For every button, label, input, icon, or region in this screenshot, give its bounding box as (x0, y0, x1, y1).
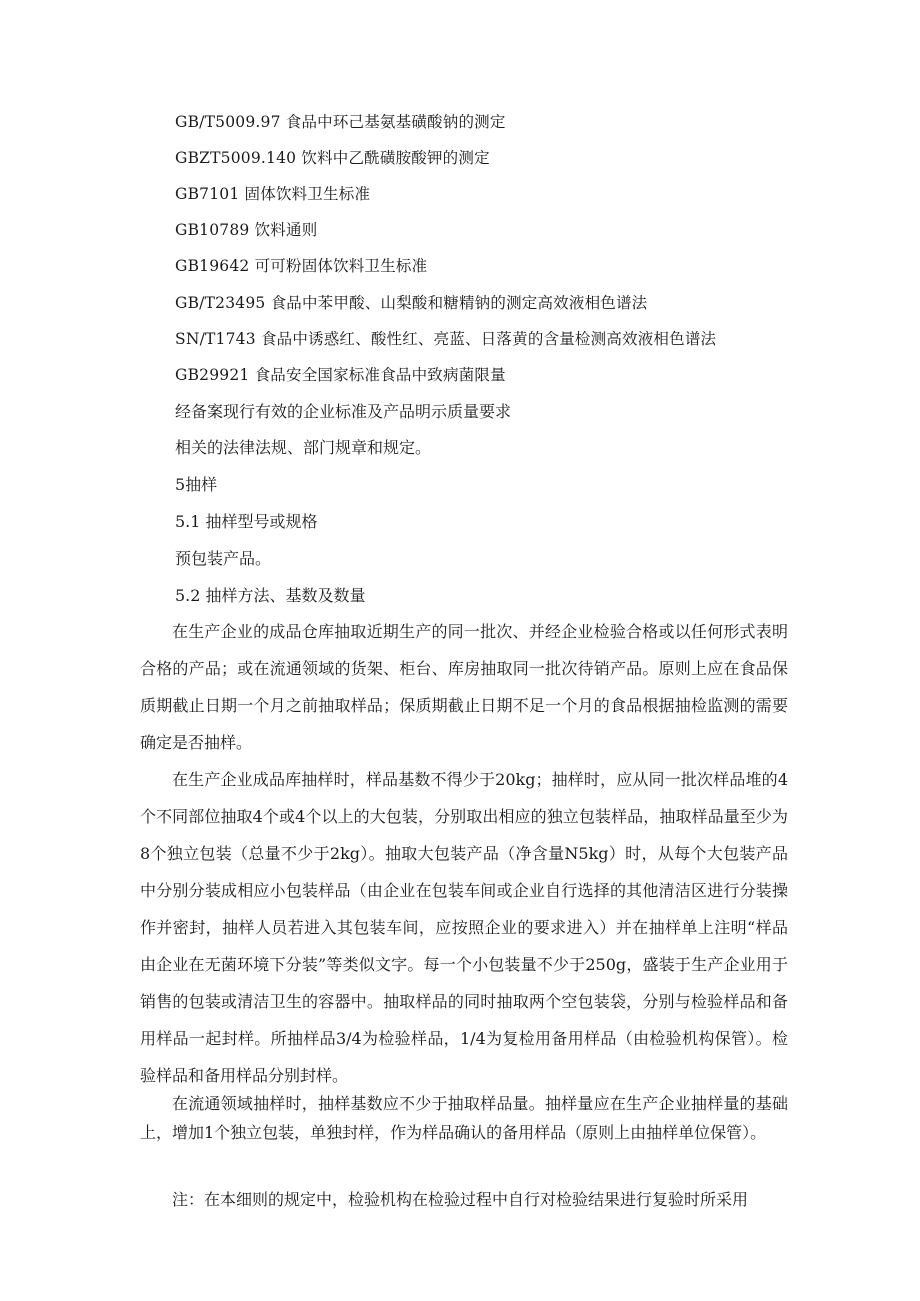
reference-line: 相关的法律法规、部门规章和规定。 (175, 438, 432, 457)
reference-line: SN/T1743 食品中诱惑红、酸性红、亮蓝、日落黄的含量检测高效液相色谱法 (175, 330, 717, 348)
body-paragraph: 在生产企业的成品仓库抽取近期生产的同一批次、并经企业检验合格或以任何形式表明合格的产品；或在流通领域的货架、柜台、库房抽取同一批次待销产品。原则上应在食品保质期截止日期一个月之前抽取样品；保质期截止日期不足一个月的食品根据抽检监测的需要确定是否抽样。 (140, 622, 788, 752)
reference-line: 经备案现行有效的企业标准及产品明示质量要求 (175, 402, 512, 421)
body-paragraph: 在流通领域抽样时，抽样基数应不少于抽取样品量。抽样量应在生产企业抽样量的基础上，增加1个独立包装，单独封样，作为样品确认的备用样品（原则上由抽样单位保管）。 (140, 1094, 788, 1142)
reference-line: GB/T5009.97 食品中环己基氨基磺酸钠的测定 (175, 113, 506, 131)
reference-line: GB29921 食品安全国家标准食品中致病菌限量 (175, 366, 506, 384)
reference-line: GBZT5009.140 饮料中乙酰磺胺酸钾的测定 (175, 149, 490, 167)
reference-line: GB7101 固体饮料卫生标准 (175, 185, 371, 203)
body-paragraph: 注：在本细则的规定中，检验机构在检验过程中自行对检验结果进行复验时所采用 (172, 1190, 749, 1209)
reference-line: GB10789 饮料通则 (175, 221, 318, 239)
body-paragraph: 在生产企业成品库抽样时，样品基数不得少于20kg；抽样时，应从同一批次样品堆的4个不同部位抽取4个或4个以上的大包装，分别取出相应的独立包装样品，抽取样品量至少为8个独立包装（总量不少于2kg）。抽取大包装产品（净含量N5kg）时，从每个大包装产品中分别分装成相应小包装样品（由企业在包装车间或企业自行选择的其他清洁区进行分装操作并密封，抽样人员若进入其包装车间，应按照企业的要求进入）并在抽样单上注明“样品由企业在无菌环境下分装”等类似文字。每一个小包装量不少于250g，盛装于生产企业用于销售的包装或清洁卫生的容器中。抽取样品的同时抽取两个空包装袋，分别与检验样品和备用样品一起封样。所抽样品3/4为检验样品，1/4为复检用备用样品（由检验机构保管）。检验样品和备用样品分别封样。 (140, 770, 788, 1085)
subsection-text: 预包装产品。 (175, 549, 272, 568)
section-heading: 5抽样 (175, 475, 218, 494)
subsection-heading: 5.1 抽样型号或规格 (175, 512, 318, 531)
reference-line: GB/T23495 食品中苯甲酸、山梨酸和糖精钠的测定高效液相色谱法 (175, 294, 648, 312)
reference-line: GB19642 可可粉固体饮料卫生标准 (175, 257, 428, 275)
subsection-heading: 5.2 抽样方法、基数及数量 (175, 586, 366, 605)
